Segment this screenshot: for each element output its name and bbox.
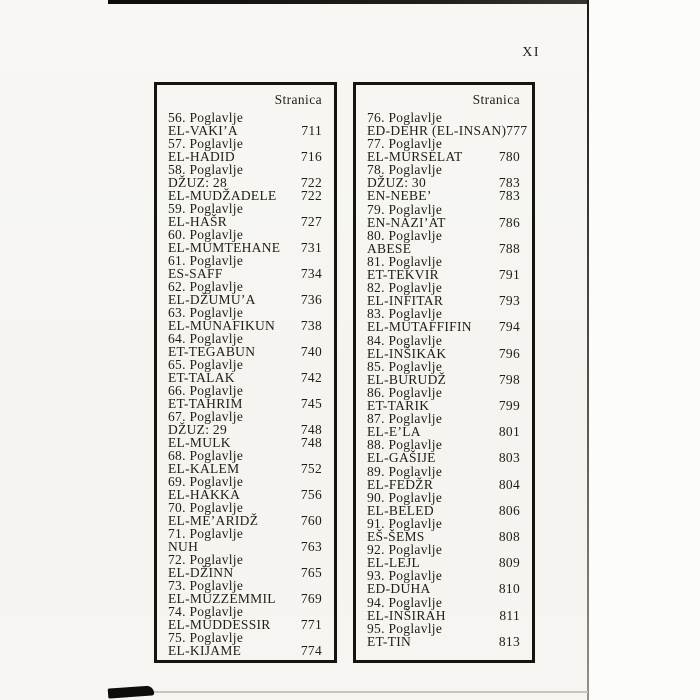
chapter-page-number: 813: [498, 633, 520, 649]
toc-entry: [168, 202, 322, 228]
chapter-page-number: 748: [300, 422, 322, 437]
toc-entry: [168, 332, 322, 358]
chapter-page-number: 763: [300, 539, 322, 554]
chapter-page-number: 786: [498, 214, 520, 230]
chapter-name: ED-DUHA: [367, 581, 431, 597]
chapter-page-number: 777: [506, 123, 528, 138]
chapter-name: ET-TEGABUN: [168, 344, 256, 359]
chapter-name: EL-LEJL: [367, 555, 421, 571]
chapter-name: EL-MUMTEHANE: [168, 240, 281, 255]
chapter-page-number: 808: [498, 529, 520, 545]
chapter-page-number: 711: [301, 123, 322, 138]
toc-entry: [168, 449, 322, 475]
chapter-row: [367, 373, 520, 386]
toc-entry: [168, 631, 322, 657]
chapter-name: EL-DŽUMU’A: [168, 292, 256, 307]
chapter-name: DŽUZ: 29: [168, 422, 228, 437]
chapter-title: 58. Poglavlje: [168, 162, 244, 177]
toc-entry: [367, 569, 520, 595]
chapter-name: EL-MUZZEMMIL: [168, 591, 276, 606]
chapter-name: EL-GAŠIJE: [367, 450, 436, 466]
toc-entries-left: [168, 111, 322, 657]
chapter-title: 56. Poglavlje: [168, 110, 244, 125]
toc-entry: [367, 137, 520, 163]
chapter-page-number: 801: [498, 424, 520, 440]
toc-entry: [367, 622, 520, 648]
chapter-name: EL-MUNAFIKUN: [168, 318, 276, 333]
chapter-page-number: 760: [300, 513, 322, 528]
toc-entry: [367, 307, 520, 333]
chapter-name: EL-VAKI’A: [168, 123, 238, 138]
chapter-page-number: 738: [300, 318, 322, 333]
chapter-title: 84. Poglavlje: [367, 332, 443, 348]
chapter-name: EL-HAŠR: [168, 214, 228, 229]
chapter-title: 87. Poglavlje: [367, 411, 443, 427]
chapter-page-number: 804: [498, 476, 520, 492]
chapter-name: DŽUZ: 28: [168, 175, 228, 190]
toc-entry: [168, 163, 322, 202]
chapter-name: EL-INFITAR: [367, 293, 444, 309]
toc-entry: [367, 203, 520, 229]
toc-entry: [168, 605, 322, 631]
chapter-row: [367, 294, 520, 307]
chapter-page-number: 794: [498, 319, 520, 335]
chapter-title: 82. Poglavlje: [367, 280, 443, 296]
chapter-name: ET-TIN: [367, 633, 412, 649]
toc-entry: [367, 360, 520, 386]
chapter-page-number: 783: [498, 175, 520, 191]
toc-entry: [168, 410, 322, 449]
chapter-name: EL-MUTAFFIFIN: [367, 319, 472, 335]
toc-entry: [367, 281, 520, 307]
toc-entry: [168, 137, 322, 163]
chapter-page-number: 765: [300, 565, 322, 580]
chapter-title: 88. Poglavlje: [367, 437, 443, 453]
chapter-page-number: 810: [498, 581, 520, 597]
chapter-row: [168, 644, 322, 657]
chapter-page-number: 748: [300, 435, 322, 450]
chapter-name: EL-MUDDESSIR: [168, 617, 271, 632]
chapter-row: [367, 451, 520, 464]
chapter-title: 70. Poglavlje: [168, 500, 244, 515]
toc-entry: [168, 553, 322, 579]
chapter-name: ES-SAFF: [168, 266, 223, 281]
toc-entry: [168, 280, 322, 306]
chapter-page-number: 722: [300, 175, 322, 190]
chapter-row: [367, 635, 520, 648]
chapter-title: 60. Poglavlje: [168, 227, 244, 242]
chapter-title: 62. Poglavlje: [168, 279, 244, 294]
chapter-page-number: 798: [498, 371, 520, 387]
toc-entry: [367, 163, 520, 202]
chapter-name: EL-HADID: [168, 149, 235, 164]
chapter-title: 80. Poglavlje: [367, 227, 443, 243]
toc-entry: [367, 386, 520, 412]
chapter-title: 76. Poglavlje: [367, 110, 443, 125]
chapter-page-number: 742: [300, 370, 322, 385]
chapter-name: EL-MUDŽADELE: [168, 188, 277, 203]
chapter-name: EL-DŽINN: [168, 565, 234, 580]
chapter-title: 90. Poglavlje: [367, 489, 443, 505]
chapter-name: DŽUZ: 30: [367, 175, 427, 191]
chapter-page-number: 811: [499, 607, 520, 623]
chapter-page-number: 736: [300, 292, 322, 307]
chapter-page-number: 727: [300, 214, 322, 229]
chapter-row: [367, 189, 520, 202]
chapter-title: 61. Poglavlje: [168, 253, 244, 268]
toc-box-left: [154, 82, 337, 663]
chapter-title: 71. Poglavlje: [168, 526, 244, 541]
toc-entry: [367, 465, 520, 491]
toc-entry: [367, 412, 520, 438]
chapter-title: 66. Poglavlje: [168, 383, 244, 398]
chapter-page-number: 731: [300, 240, 322, 255]
chapter-page-number: 783: [498, 188, 520, 204]
chapter-title: 67. Poglavlje: [168, 409, 244, 424]
chapter-name: EL-MULK: [168, 435, 231, 450]
chapter-title: 81. Poglavlje: [367, 254, 443, 270]
toc-entry: [367, 255, 520, 281]
chapter-title: 93. Poglavlje: [367, 568, 443, 584]
chapter-row: [367, 582, 520, 595]
chapter-title: 79. Poglavlje: [367, 201, 443, 217]
chapter-name: EL-MURSELAT: [367, 149, 463, 165]
chapter-page-number: 803: [498, 450, 520, 466]
chapter-row: [367, 150, 520, 163]
chapter-page-number: 780: [498, 149, 520, 165]
toc-entry: [168, 254, 322, 280]
chapter-name: EL-BELED: [367, 502, 434, 518]
toc-entry: [168, 111, 322, 137]
chapter-name: EL-ME’ARIDŽ: [168, 513, 259, 528]
toc-entry: [367, 596, 520, 622]
chapter-page-number: 799: [498, 398, 520, 414]
chapter-name: EL-E’LA: [367, 424, 421, 440]
chapter-title: 74. Poglavlje: [168, 604, 244, 619]
toc-entry: [367, 229, 520, 255]
chapter-row: [367, 216, 520, 229]
toc-entry: [367, 438, 520, 464]
chapter-name: EL-BURUDŽ: [367, 371, 447, 387]
chapter-title: 72. Poglavlje: [168, 552, 244, 567]
chapter-title: 73. Poglavlje: [168, 578, 244, 593]
chapter-title: 94. Poglavlje: [367, 594, 443, 610]
chapter-name: EL-HAKKA: [168, 487, 241, 502]
chapter-name: EN-NAZI’AT: [367, 214, 446, 230]
scan-edge-right: [587, 0, 589, 700]
scan-margin-right: [589, 0, 700, 700]
chapter-title: 95. Poglavlje: [367, 620, 443, 636]
chapter-row: [367, 399, 520, 412]
chapter-title: 91. Poglavlje: [367, 516, 443, 532]
chapter-name: ET-TAHRIM: [168, 396, 243, 411]
chapter-page-number: 791: [498, 267, 520, 283]
chapter-name: ET-TARIK: [367, 398, 430, 414]
chapter-title: 86. Poglavlje: [367, 385, 443, 401]
chapter-page-number: 756: [300, 487, 322, 502]
chapter-row: [367, 530, 520, 543]
chapter-row: [367, 347, 520, 360]
toc-entries-right: [367, 110, 528, 649]
chapter-title: 68. Poglavlje: [168, 448, 244, 463]
chapter-page-number: 734: [300, 266, 322, 281]
scan-artifact-blob: [108, 685, 155, 698]
chapter-title: 64. Poglavlje: [168, 331, 244, 346]
chapter-page-number: 796: [498, 345, 520, 361]
chapter-name: ED-DEHR (EL-INSAN): [367, 123, 507, 138]
toc-entry: [367, 517, 520, 543]
chapter-title: 77. Poglavlje: [367, 136, 443, 152]
chapter-title: 63. Poglavlje: [168, 305, 244, 320]
toc-entry: [367, 110, 528, 138]
chapter-title: 75. Poglavlje: [168, 630, 244, 645]
chapter-name: EL-KIJAME: [168, 643, 242, 658]
chapter-page-number: 769: [300, 591, 322, 606]
chapter-name: EL-INŠIKAK: [367, 345, 447, 361]
chapter-title: 83. Poglavlje: [367, 306, 443, 322]
chapter-page-number: 745: [300, 396, 322, 411]
chapter-row: [367, 123, 528, 138]
chapter-row: [367, 242, 520, 255]
chapter-page-number: 722: [300, 188, 322, 203]
chapter-page-number: 752: [300, 461, 322, 476]
chapter-page-number: 740: [300, 344, 322, 359]
toc-entry: [367, 334, 520, 360]
toc-entry: [168, 384, 322, 410]
chapter-name: ABESE: [367, 240, 412, 256]
chapter-name: ET-TEKVIR: [367, 267, 439, 283]
chapter-row: [367, 609, 520, 622]
toc-box-right: [353, 82, 535, 663]
chapter-name: EŠ-ŠEMS: [367, 529, 425, 545]
chapter-row: [367, 320, 520, 333]
toc-entry: [367, 543, 520, 569]
chapter-name: EN-NEBE’: [367, 188, 432, 204]
column-header-stranica: Stranica: [472, 92, 520, 107]
chapter-page-number: 806: [498, 502, 520, 518]
column-header-stranica: Stranica: [274, 92, 322, 107]
chapter-title: 57. Poglavlje: [168, 136, 244, 151]
chapter-name: NUH: [168, 539, 199, 554]
chapter-row: [367, 556, 520, 569]
chapter-title: 59. Poglavlje: [168, 201, 244, 216]
chapter-name: EL-KALEM: [168, 461, 240, 476]
chapter-page-number: 771: [300, 617, 322, 632]
chapter-title: 85. Poglavlje: [367, 358, 443, 374]
chapter-page-number: 716: [300, 149, 322, 164]
chapter-title: 92. Poglavlje: [367, 542, 443, 558]
toc-entry: [168, 579, 322, 605]
toc-entry: [168, 228, 322, 254]
chapter-page-number: 793: [498, 293, 520, 309]
scan-edge-bottom: [142, 691, 588, 693]
toc-entry: [168, 501, 322, 527]
page-number: XI: [522, 45, 540, 60]
chapter-page-number: 774: [300, 643, 322, 658]
toc-entry: [168, 475, 322, 501]
chapter-title: 65. Poglavlje: [168, 357, 244, 372]
toc-entry: [168, 527, 322, 553]
chapter-row: [367, 425, 520, 438]
chapter-row: [367, 504, 520, 517]
chapter-name: EL-INŠIRAH: [367, 607, 446, 623]
chapter-page-number: 788: [498, 240, 520, 256]
chapter-title: 69. Poglavlje: [168, 474, 244, 489]
chapter-title: 78. Poglavlje: [367, 162, 443, 178]
chapter-title: 89. Poglavlje: [367, 463, 443, 479]
scan-edge-top: [108, 0, 589, 4]
toc-entry: [168, 306, 322, 332]
toc-entry: [367, 491, 520, 517]
chapter-name: EL-FEDŽR: [367, 476, 434, 492]
chapter-row: [367, 478, 520, 491]
chapter-name: ET-TALAK: [168, 370, 235, 385]
chapter-row: [367, 268, 520, 281]
chapter-page-number: 809: [498, 555, 520, 571]
toc-entry: [168, 358, 322, 384]
